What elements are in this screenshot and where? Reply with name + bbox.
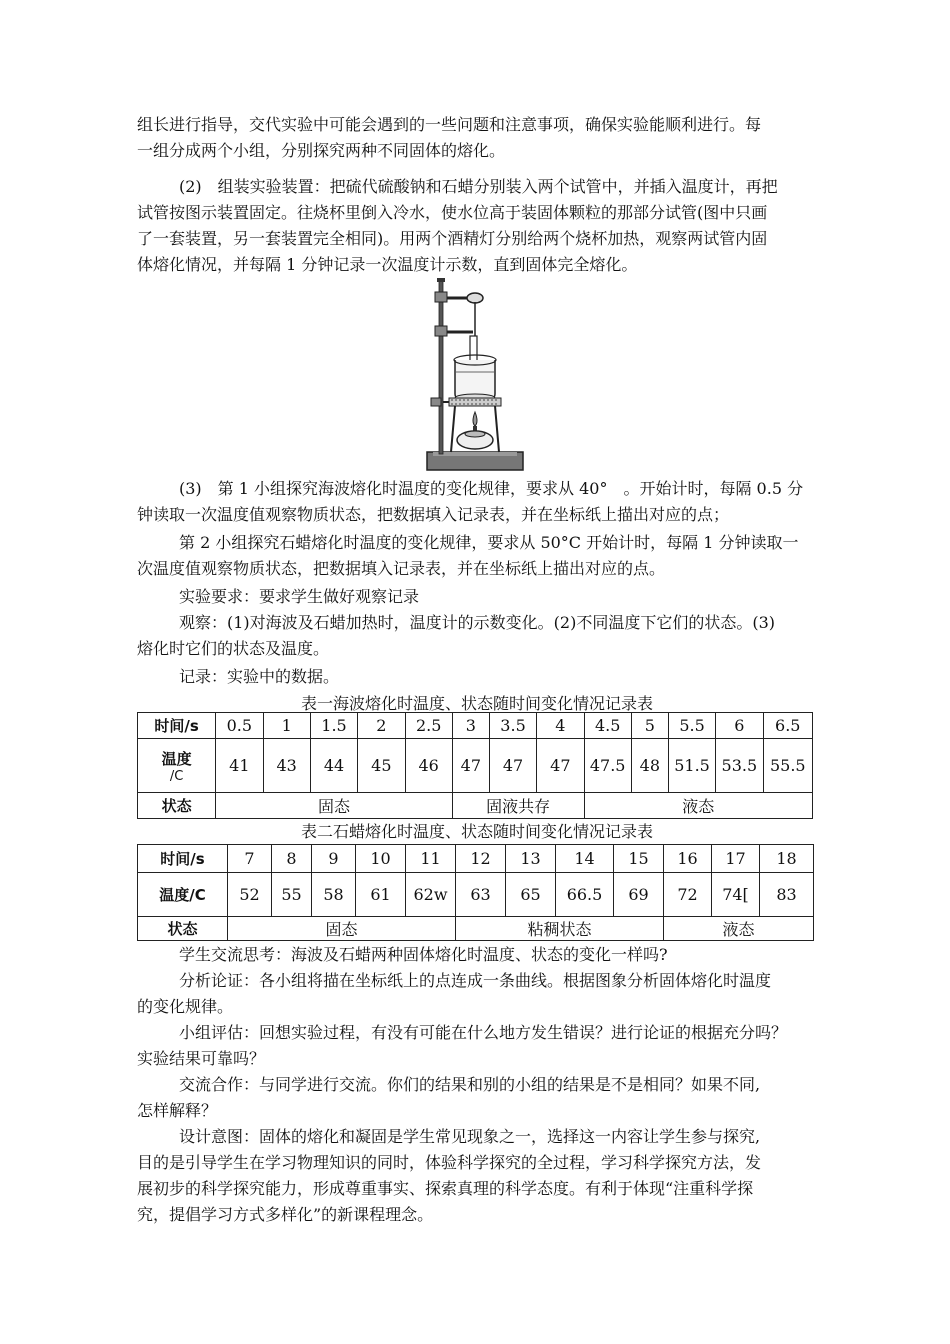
temperature-label: 温度: [161, 749, 192, 768]
paragraph-requirements: [137, 584, 817, 610]
table2-caption: 表二石蜡熔化时温度、状态随时间变化情况记录表: [300, 822, 653, 841]
time-cell: 7: [228, 845, 272, 873]
temperature-header: [138, 739, 216, 793]
text-line: 次温度值观察物质状态，把数据填入记录表，并在坐标纸上描出对应的点。: [137, 559, 666, 578]
temp-cell: 41: [216, 739, 263, 793]
time-cell: 6: [716, 713, 763, 739]
text-line: 了一套装置，另一套装置完全相同)。用两个酒精灯分别给两个烧杯加热，观察两试管内固: [137, 229, 768, 248]
paragraph-grouping: [137, 112, 817, 164]
state-viscous: 粘稠状态: [456, 917, 664, 941]
apparatus-figure: [425, 276, 525, 472]
time-cell: 8: [272, 845, 312, 873]
paragraph-discussion: [137, 942, 817, 968]
time-cell: 4.5: [584, 713, 631, 739]
text-line: 记录：实验中的数据。: [179, 667, 340, 686]
time-cell: 13: [506, 845, 556, 873]
state-row: [138, 793, 813, 819]
temp-cell: 72: [664, 873, 712, 917]
time-cell: 1: [263, 713, 310, 739]
time-cell: 0.5: [216, 713, 263, 739]
text-line: 体熔化情况，并每隔 1 分钟记录一次温度计示数，直到固体完全熔化。: [137, 255, 638, 274]
state-row: [138, 917, 814, 941]
text-line: 怎样解释？: [137, 1101, 218, 1120]
temp-cell: 55: [272, 873, 312, 917]
paragraph-observation: [137, 610, 817, 662]
time-header: 时间/s: [138, 713, 216, 739]
text-line: 一组分成两个小组，分别探究两种不同固体的熔化。: [137, 141, 506, 160]
temperature-row: [138, 873, 814, 917]
state-header: 状态: [138, 793, 216, 819]
time-cell: 4: [537, 713, 584, 739]
text-line: 展初步的科学探究能力，形成尊重事实、探索真理的科学态度。有利于体现“注重科学探: [137, 1179, 754, 1198]
state-solid-liquid: 固液共存: [452, 793, 584, 819]
temp-cell: 47: [537, 739, 584, 793]
temp-cell: 65: [506, 873, 556, 917]
time-row: [138, 845, 814, 873]
time-cell: 3.5: [489, 713, 536, 739]
temp-cell: 63: [456, 873, 506, 917]
temp-cell: 58: [312, 873, 356, 917]
wax-melting-table: [137, 844, 814, 941]
paragraph-record: [137, 664, 817, 690]
paragraph-evaluation: [137, 1020, 817, 1072]
temp-cell: 55.5: [763, 739, 812, 793]
temp-cell: 83: [760, 873, 814, 917]
state-header: 状态: [138, 917, 228, 941]
text-line: 组长进行指导，交代实验中可能会遇到的一些问题和注意事项，确保实验能顺利进行。每: [137, 115, 762, 134]
text-line: 学生交流思考：海波及石蜡两种固体熔化时温度、状态的变化一样吗?: [179, 945, 668, 964]
text-line: (3) 第 1 小组探究海波熔化时温度的变化规律，要求从 40° 。开始计时，每隔 0.5 分: [179, 479, 804, 498]
time-cell: 5.5: [668, 713, 715, 739]
state-solid: 固态: [216, 793, 453, 819]
temp-cell: 52: [228, 873, 272, 917]
temp-cell: 47.5: [584, 739, 631, 793]
temp-cell: 46: [405, 739, 452, 793]
time-cell: 11: [406, 845, 456, 873]
temp-cell: 53.5: [716, 739, 763, 793]
paragraph-assemble-apparatus: [137, 174, 817, 278]
temp-cell: 45: [358, 739, 405, 793]
time-cell: 17: [712, 845, 760, 873]
temp-cell: 48: [631, 739, 668, 793]
temp-cell: 61: [356, 873, 406, 917]
paragraph-design-intent: [137, 1124, 817, 1228]
text-line: 钟读取一次温度值观察物质状态，把数据填入记录表，并在坐标纸上描出对应的点；: [137, 505, 730, 524]
text-line: 设计意图：固体的熔化和凝固是学生常见现象之一，选择这一内容让学生参与探究,: [179, 1127, 761, 1146]
state-solid: 固态: [228, 917, 456, 941]
text-line: 目的是引导学生在学习物理知识的同时，体验科学探究的全过程，学习科学探究方法，发: [137, 1153, 762, 1172]
temperature-header: 温度/C: [138, 873, 228, 917]
time-cell: 1.5: [310, 713, 357, 739]
time-cell: 14: [556, 845, 614, 873]
time-cell: 9: [312, 845, 356, 873]
text-line: 实验要求：要求学生做好观察记录: [179, 587, 420, 606]
state-liquid: 液态: [664, 917, 814, 941]
temp-cell: 47: [489, 739, 536, 793]
time-cell: 3: [452, 713, 489, 739]
table1-caption: 表一海波熔化时温度、状态随时间变化情况记录表: [300, 694, 653, 713]
time-cell: 2.5: [405, 713, 452, 739]
time-cell: 5: [631, 713, 668, 739]
paragraph-group2: [137, 530, 817, 582]
time-header: 时间/s: [138, 845, 228, 873]
text-line: 交流合作：与同学进行交流。你们的结果和别的小组的结果是不是相同？如果不同,: [179, 1075, 761, 1094]
temp-cell: 66.5: [556, 873, 614, 917]
time-cell: 18: [760, 845, 814, 873]
text-line: 小组评估：回想实验过程，有没有可能在什么地方发生错误？进行论证的根据充分吗？: [179, 1023, 788, 1042]
temp-cell: 43: [263, 739, 310, 793]
time-cell: 6.5: [763, 713, 812, 739]
temp-cell: 74[: [712, 873, 760, 917]
time-cell: 12: [456, 845, 506, 873]
time-cell: 10: [356, 845, 406, 873]
temp-cell: 69: [614, 873, 664, 917]
temperature-row: [138, 739, 813, 793]
paragraph-group1: [137, 476, 817, 528]
state-liquid: 液态: [584, 793, 812, 819]
temperature-unit: /C: [169, 768, 184, 784]
text-line: 熔化时它们的状态及温度。: [137, 639, 330, 658]
text-line: 究，提倡学习方式多样化”的新课程理念。: [137, 1205, 434, 1224]
paragraph-analysis: [137, 968, 817, 1020]
text-line: 的变化规律。: [137, 997, 234, 1016]
text-line: 试管按图示装置固定。往烧杯里倒入冷水，使水位高于装固体颗粒的那部分试管(图中只画: [137, 203, 768, 222]
time-row: [138, 713, 813, 739]
heating-apparatus-illustration: [425, 276, 525, 472]
paragraph-cooperation: [137, 1072, 817, 1124]
text-line: 分析论证：各小组将描在坐标纸上的点连成一条曲线。根据图象分析固体熔化时温度: [179, 971, 772, 990]
time-cell: 2: [358, 713, 405, 739]
temp-cell: 62w: [406, 873, 456, 917]
time-cell: 16: [664, 845, 712, 873]
hypo-melting-table: [137, 712, 813, 819]
temp-cell: 47: [452, 739, 489, 793]
temp-cell: 44: [310, 739, 357, 793]
text-line: 观察：(1)对海波及石蜡加热时，温度计的示数变化。(2)不同温度下它们的状态。(3): [179, 613, 775, 632]
temp-cell: 51.5: [668, 739, 715, 793]
text-line: 第 2 小组探究石蜡熔化时温度的变化规律，要求从 50°C 开始计时，每隔 1 分钟读取一: [179, 533, 799, 552]
text-line: (2) 组装实验装置：把硫代硫酸钠和石蜡分别装入两个试管中，并插入温度计，再把: [179, 177, 778, 196]
time-cell: 15: [614, 845, 664, 873]
text-line: 实验结果可靠吗？: [137, 1049, 266, 1068]
